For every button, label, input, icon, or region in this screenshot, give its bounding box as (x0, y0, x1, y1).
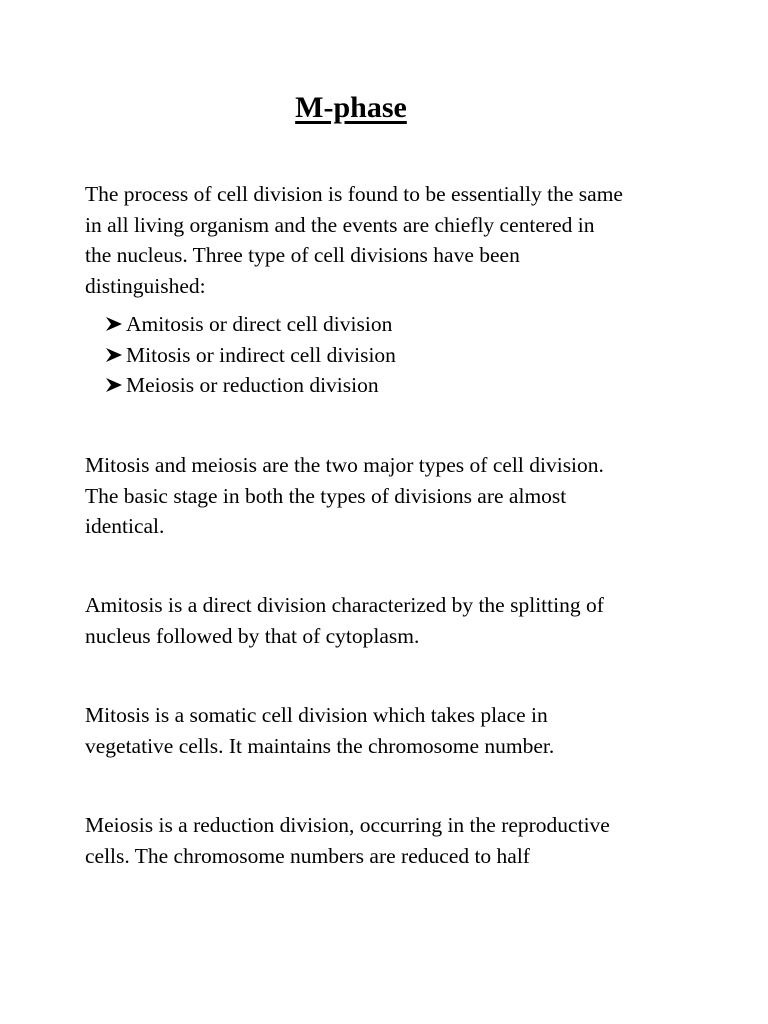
page-title: M-phase (295, 91, 407, 124)
list-item (104, 309, 396, 340)
list-item (104, 340, 396, 371)
meiosis-paragraph: Meiosis is a reduction division, occurring in the reproductive cells. The chromosome numbers are reduced to half (85, 813, 610, 868)
arrowhead-bullet-icon (104, 309, 126, 339)
list-item-label: Meiosis or reduction division (126, 373, 379, 397)
arrowhead-bullet-icon (104, 340, 126, 370)
mitosis-paragraph: Mitosis is a somatic cell division which takes place in vegetative cells. It maintains the chromosome number. (85, 703, 555, 758)
intro-paragraph: The process of cell division is found to be essentially the same in all living organism and the events are chiefly centered in the nucleus. Three type of cell divisions have been distinguished: (85, 182, 623, 298)
list-item (104, 370, 396, 401)
arrowhead-bullet-icon (104, 370, 126, 400)
mitosis-meiosis-paragraph: Mitosis and meiosis are the two major types of cell division. The basic stage in both the types of divisions are almost identical. (85, 453, 604, 538)
list-item-label: Amitosis or direct cell division (126, 312, 393, 336)
division-types-list (104, 309, 396, 401)
amitosis-paragraph: Amitosis is a direct division characterized by the splitting of nucleus followed by that of cytoplasm. (85, 593, 604, 648)
list-item-label: Mitosis or indirect cell division (126, 342, 396, 367)
